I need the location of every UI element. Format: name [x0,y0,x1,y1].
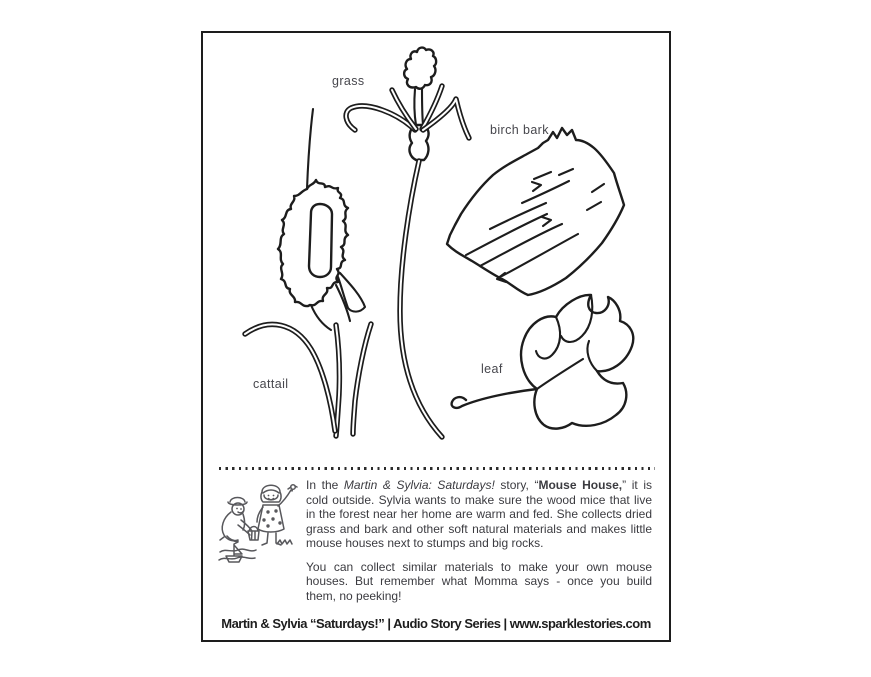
story-paragraph-1: In the Martin & Sylvia: Saturdays! story, “Mouse House,” it is cold outside. Sylvia wants to make sure the wood mice that live in the forest near her home are warm and fed. She collects dried grass and bark and other soft natural materials and makes little mouse houses next to stumps and big rocks. [306,478,652,550]
nature-materials-line-art [203,33,669,468]
leaf-drawing [452,295,634,429]
footer-credit: Martin & Sylvia “Saturdays!” | Audio Story Series | www.sparklestories.com [221,616,651,631]
worksheet-page [201,31,671,642]
children-illustration [217,480,303,572]
birch-bark-label: birch bark [490,123,549,137]
story-paragraph-2: You can collect similar materials to make your own mouse houses. But remember what Momma says - once you build them, no peeking! [306,559,652,603]
grass-drawing [346,48,469,437]
story-section [217,478,655,612]
grass-label: grass [332,74,365,88]
worksheet-page-content [203,33,669,640]
cattail-label: cattail [253,377,289,391]
dotted-divider [219,467,655,470]
leaf-label: leaf [481,362,503,376]
story-text [306,478,652,612]
birch-bark-drawing [447,128,624,295]
